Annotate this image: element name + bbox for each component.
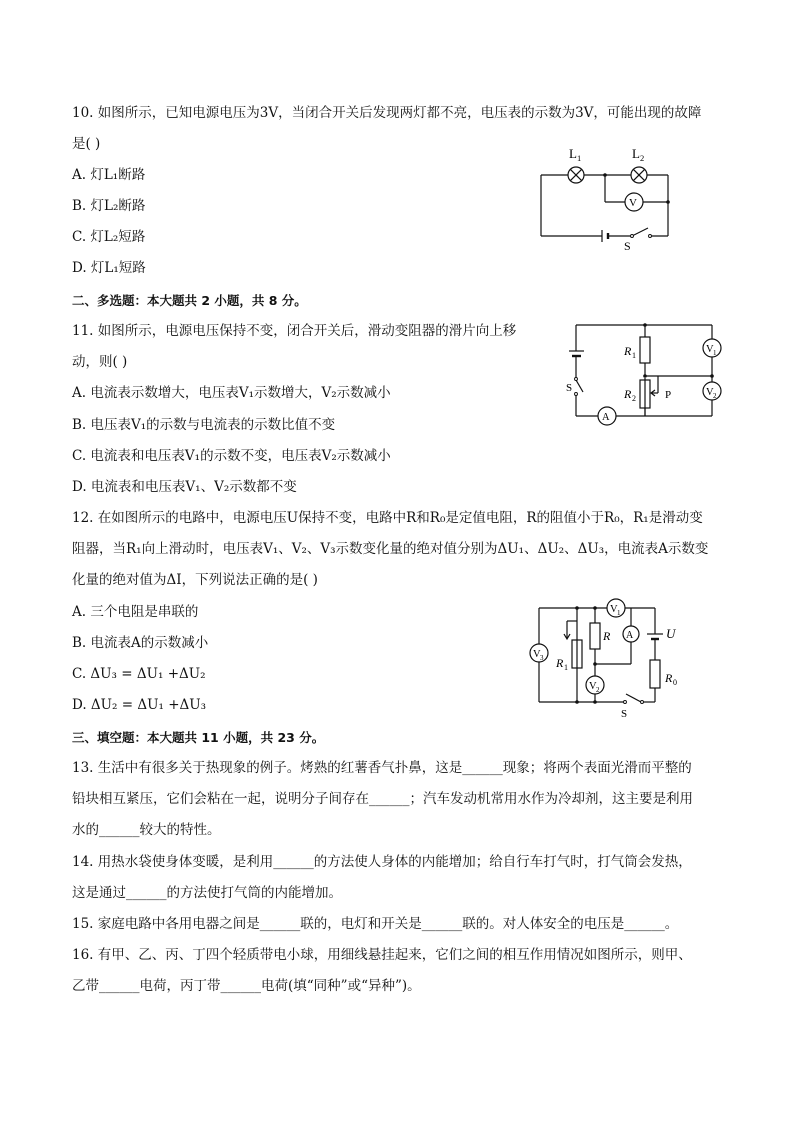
q11-option-a[interactable]: A. 电流表示数增大，电压表V₁示数增大，V₂示数减小 bbox=[72, 385, 391, 401]
q12-option-d[interactable]: D. ΔU₂ = ΔU₁ +ΔU₃ bbox=[72, 697, 207, 713]
q12-label-v3-sub: 3 bbox=[540, 654, 544, 662]
q16-stem-line1: 16. 有甲、乙、丙、丁四个轻质带电小球，用细线悬挂起来，它们之间的相互作用情况如图所示，则甲、 bbox=[72, 947, 692, 963]
q10-label-l2: L bbox=[632, 146, 640, 161]
q12-option-c[interactable]: C. ΔU₃ = ΔU₁ +ΔU₂ bbox=[72, 666, 206, 682]
q12-label-r0: R bbox=[665, 671, 673, 685]
q10-stem-line1: 10. 如图所示，已知电源电压为3V，当闭合开关后发现两灯都不亮，电压表的示数为3V，可能出现的故障 bbox=[72, 105, 702, 121]
q11-label-r1-sub: 1 bbox=[632, 351, 636, 360]
q10-option-d[interactable]: D. 灯L₁短路 bbox=[72, 260, 146, 276]
q11-option-d[interactable]: D. 电流表和电压表V₁、V₂示数都不变 bbox=[72, 479, 297, 495]
q12-label-r1-sub: 1 bbox=[564, 663, 568, 672]
q14-stem-line2: 这是通过______的方法使打气筒的内能增加。 bbox=[72, 885, 342, 901]
q11-stem-line2: 动，则( ) bbox=[72, 354, 128, 370]
q12-resistor-r bbox=[590, 623, 600, 649]
q10-option-a[interactable]: A. 灯L₁断路 bbox=[72, 167, 146, 183]
section-heading-multi-choice: 二、多选题：本大题共 2 小题，共 8 分。 bbox=[72, 293, 307, 308]
q10-option-c[interactable]: C. 灯L₂短路 bbox=[72, 229, 146, 245]
q12-label-r0-sub: 0 bbox=[673, 678, 677, 687]
q12-label-v2-sub: 2 bbox=[596, 686, 600, 694]
q11-label-v2: V bbox=[706, 387, 714, 398]
q16-stem-line2: 乙带______电荷，丙丁带______电荷(填“同种”或“异种”)。 bbox=[72, 978, 421, 994]
q10-stem-line2: 是( ) bbox=[72, 136, 101, 152]
q15-stem-line1: 15. 家庭电路中各用电器之间是______联的，电灯和开关是______联的。对人体安全的电压是______。 bbox=[72, 916, 679, 932]
q12-label-v2: V bbox=[589, 681, 597, 692]
q11-option-b[interactable]: B. 电压表V₁的示数与电流表的示数比值不变 bbox=[72, 417, 336, 433]
q11-circuit-diagram bbox=[564, 318, 729, 433]
q10-label-l1-sub: 1 bbox=[577, 153, 582, 163]
q11-label-p: P bbox=[665, 389, 672, 401]
q11-label-v1-sub: 1 bbox=[713, 349, 717, 357]
q11-option-c[interactable]: C. 电流表和电压表V₁的示数不变，电压表V₂示数减小 bbox=[72, 448, 391, 464]
q10-option-b[interactable]: B. 灯L₂断路 bbox=[72, 198, 146, 214]
q12-label-v3: V bbox=[533, 649, 541, 660]
q12-option-a[interactable]: A. 三个电阻是串联的 bbox=[72, 604, 199, 620]
q12-stem-line2: 阻器，当R₁向上滑动时，电压表V₁、V₂、V₃示数变化量的绝对值分别为ΔU₁、ΔU₂、ΔU₃，电流表A示数变 bbox=[72, 541, 709, 557]
q12-label-v1-sub: 1 bbox=[617, 609, 621, 617]
q13-stem-line3: 水的______较大的特性。 bbox=[72, 822, 221, 838]
q11-label-s: S bbox=[566, 382, 573, 394]
q13-stem-line2: 铅块相互紧压，它们会粘在一起，说明分子间存在______；汽车发动机常用水作为冷却剂，这主要是利用 bbox=[72, 791, 693, 807]
q11-label-r2: R bbox=[624, 387, 632, 401]
q12-label-a: A bbox=[626, 630, 634, 641]
q12-label-r1: R bbox=[556, 656, 564, 670]
q11-label-v1: V bbox=[706, 344, 714, 355]
q12-stem-line3: 化量的绝对值为ΔI，下列说法正确的是( ) bbox=[72, 572, 318, 588]
q11-stem-line1: 11. 如图所示，电源电压保持不变，闭合开关后，滑动变阻器的滑片向上移 bbox=[72, 323, 517, 339]
q10-label-l1: L bbox=[569, 146, 577, 161]
section-heading-fill-blank: 三、填空题：本大题共 11 小题，共 23 分。 bbox=[72, 730, 325, 745]
q11-label-v2-sub: 2 bbox=[713, 392, 717, 400]
q14-stem-line1: 14. 用热水袋使身体变暖，是利用______的方法使人身体的内能增加；给自行车打气时，打气筒会发热， bbox=[72, 854, 692, 870]
q12-option-b[interactable]: B. 电流表A的示数减小 bbox=[72, 635, 209, 651]
q12-label-v1: V bbox=[610, 604, 618, 615]
q12-resistor-r0 bbox=[650, 660, 660, 688]
q12-circuit-diagram bbox=[525, 596, 695, 721]
q12-label-s: S bbox=[621, 708, 628, 720]
q10-circuit-diagram bbox=[538, 142, 678, 252]
q10-label-s: S bbox=[624, 239, 631, 253]
q10-label-v: V bbox=[629, 197, 637, 209]
q11-resistor-r1 bbox=[640, 337, 650, 363]
q12-label-u: U bbox=[666, 626, 676, 641]
q11-label-a: A bbox=[602, 412, 610, 423]
q11-label-r1: R bbox=[624, 344, 632, 358]
q12-label-r: R bbox=[603, 629, 611, 643]
q12-stem-line1: 12. 在如图所示的电路中，电源电压U保持不变，电路中R和R₀是定值电阻，R的阻值小于R₀，R₁是滑动变 bbox=[72, 510, 703, 526]
q13-stem-line1: 13. 生活中有很多关于热现象的例子。烤熟的红薯香气扑鼻，这是______现象；将两个表面光滑而平整的 bbox=[72, 760, 692, 776]
q10-label-l2-sub: 2 bbox=[640, 153, 645, 163]
q11-label-r2-sub: 2 bbox=[632, 394, 636, 403]
